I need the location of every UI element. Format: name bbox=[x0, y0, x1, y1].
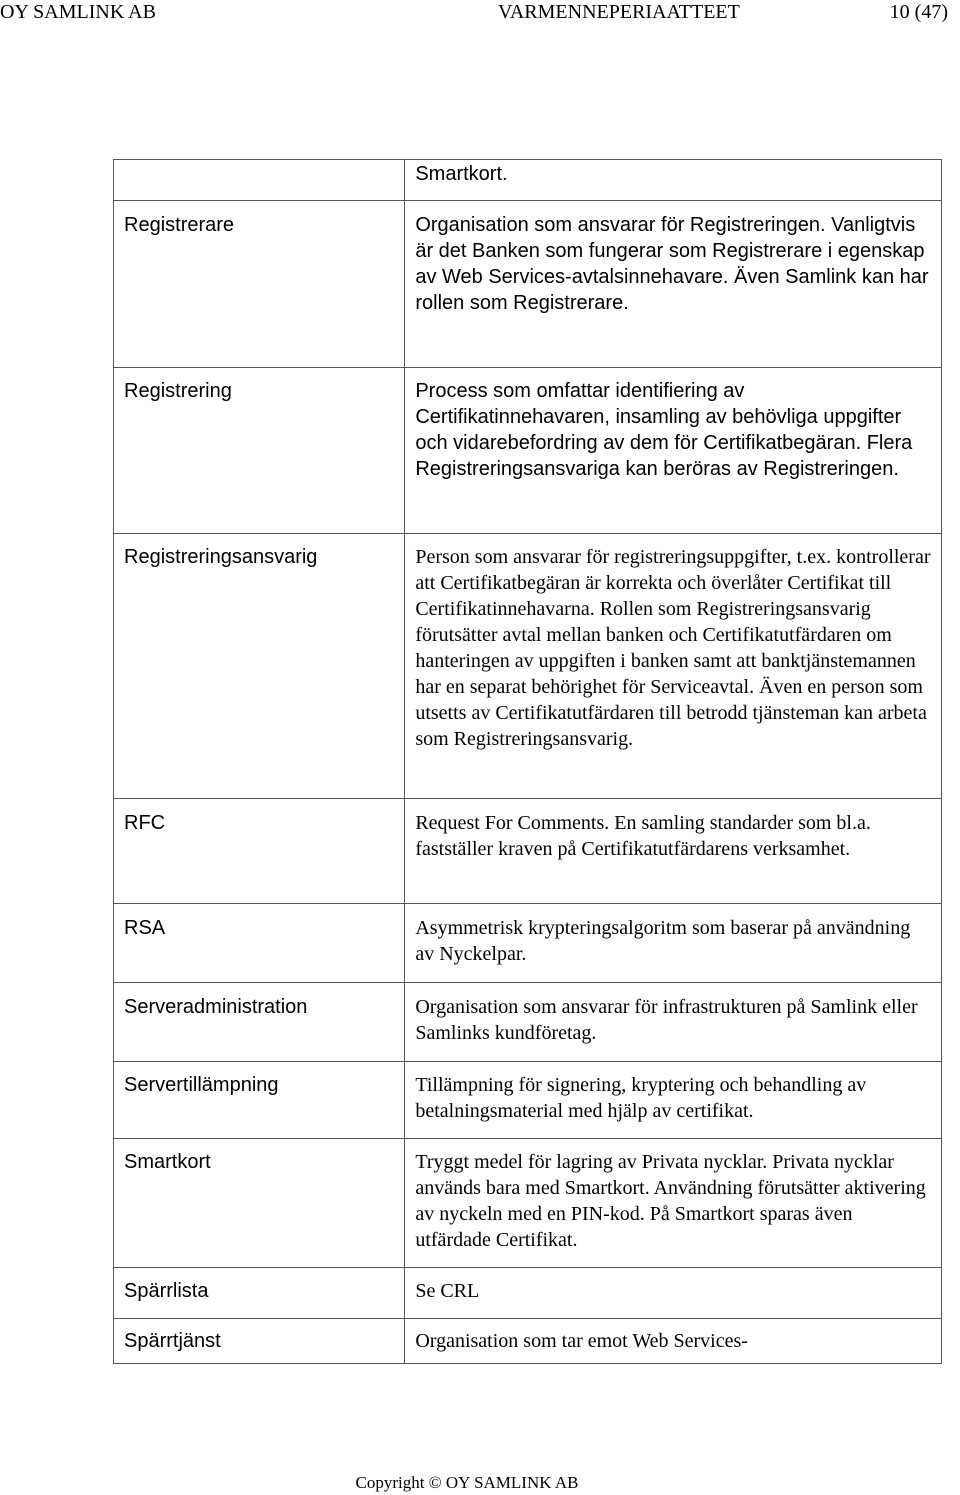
table-row bbox=[114, 904, 942, 983]
table-row bbox=[114, 1139, 942, 1268]
table-row bbox=[114, 983, 942, 1062]
table-row bbox=[114, 1319, 942, 1364]
footer-copyright: Copyright © OY SAMLINK AB bbox=[355, 1473, 579, 1492]
glossary-term: Registreringsansvarig bbox=[114, 534, 405, 799]
glossary-term: Registrerare bbox=[114, 201, 405, 368]
glossary-definition: Tillämpning för signering, kryptering och behandling av betalningsmaterial med hjälp av certifikat. bbox=[405, 1062, 942, 1139]
table-row bbox=[114, 534, 942, 799]
glossary-definition: Organisation som ansvarar för infrastrukturen på Samlink eller Samlinks kundföretag. bbox=[405, 983, 942, 1062]
glossary-term: Serveradministration bbox=[114, 983, 405, 1062]
table-row bbox=[114, 368, 942, 534]
page-header bbox=[0, 0, 960, 26]
glossary-term: Spärrlista bbox=[114, 1268, 405, 1319]
glossary-term: Smartkort bbox=[114, 1139, 405, 1268]
glossary-table bbox=[113, 159, 942, 1364]
glossary-definition: Person som ansvarar för registreringsuppgifter, t.ex. kontrollerar att Certifikatbegäran är korrekta och överlåter Certifikat till Certifikatinnehavarna. Rollen som Registreringsansvarig förutsätter avtal mellan banken och Certifikatutfärdaren om hanteringen av uppgiften i banken samt att banktjänstemannen har en separat behörighet för Serviceavtal. Även en person som utsetts av Certifikatutfärdaren till betrodd tjänsteman kan arbeta som Registreringsansvarig. bbox=[405, 534, 942, 799]
table-row bbox=[114, 799, 942, 904]
glossary-definition: Request For Comments. En samling standarder som bl.a. fastställer kraven på Certifikatutfärdarens verksamhet. bbox=[405, 799, 942, 904]
glossary-definition: Process som omfattar identifiering av Certifikatinnehavaren, insamling av behövliga uppgifter och vidarebefordring av dem för Certifikatbegäran. Flera Registreringsansvariga kan beröras av Registreringen. bbox=[405, 368, 942, 534]
glossary-term bbox=[114, 160, 405, 201]
glossary-definition: Organisation som ansvarar för Registreringen. Vanligtvis är det Banken som fungerar som Registrerare i egenskap av Web Services-avtalsinnehavare. Även Samlink kan har rollen som Registrerare. bbox=[405, 201, 942, 368]
header-page-number: 10 (47) bbox=[889, 1, 948, 23]
glossary-term: Registrering bbox=[114, 368, 405, 534]
glossary-term: RSA bbox=[114, 904, 405, 983]
glossary-definition: Asymmetrisk krypteringsalgoritm som baserar på användning av Nyckelpar. bbox=[405, 904, 942, 983]
glossary-definition: Se CRL bbox=[405, 1268, 942, 1319]
glossary-term: RFC bbox=[114, 799, 405, 904]
table-row bbox=[114, 1268, 942, 1319]
header-company: OY SAMLINK AB bbox=[0, 1, 156, 23]
glossary-term: Spärrtjänst bbox=[114, 1319, 405, 1364]
header-document-title: VARMENNEPERIAATTEET bbox=[498, 1, 740, 23]
table-row bbox=[114, 201, 942, 368]
page-footer bbox=[0, 1472, 960, 1494]
glossary-definition: Smartkort. bbox=[405, 160, 942, 201]
glossary-definition: Tryggt medel för lagring av Privata nycklar. Privata nycklar används bara med Smartkort. Användning förutsätter aktivering av nyckeln med en PIN-kod. På Smartkort sparas även utfärdade Certifikat. bbox=[405, 1139, 942, 1268]
table-row bbox=[114, 1062, 942, 1139]
glossary-definition: Organisation som tar emot Web Services- bbox=[405, 1319, 942, 1364]
glossary-term: Servertillämpning bbox=[114, 1062, 405, 1139]
table-row bbox=[114, 160, 942, 201]
